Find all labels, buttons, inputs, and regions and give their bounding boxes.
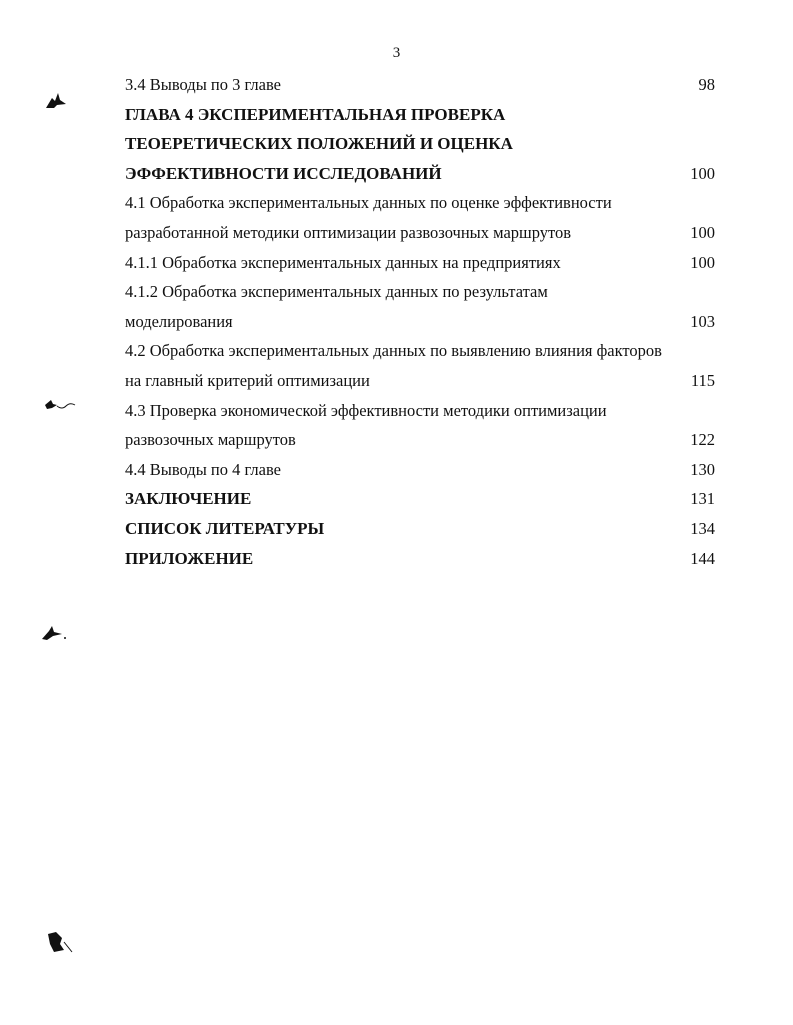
toc-entry bbox=[125, 70, 715, 100]
toc-entry bbox=[125, 218, 715, 248]
toc-entry-page: 100 bbox=[690, 163, 715, 183]
scan-mark bbox=[44, 92, 68, 110]
toc-entry-text: ТЕОЕРЕТИЧЕСКИХ ПОЛОЖЕНИЙ И ОЦЕНКА bbox=[125, 134, 513, 154]
toc-entry-page: 100 bbox=[690, 222, 715, 242]
toc-entry bbox=[125, 544, 715, 574]
toc-entry-page: 122 bbox=[690, 430, 715, 450]
toc-entry-page: 131 bbox=[690, 489, 715, 509]
toc-entry bbox=[125, 484, 715, 514]
toc-entry bbox=[125, 277, 715, 307]
toc-entry-page: 134 bbox=[690, 518, 715, 538]
toc-entry bbox=[125, 129, 715, 159]
toc-entry-page: 103 bbox=[690, 311, 715, 331]
toc-entry-text: ПРИЛОЖЕНИЕ bbox=[125, 548, 254, 568]
toc-entry bbox=[125, 514, 715, 544]
toc-entry-text: ГЛАВА 4 ЭКСПЕРИМЕНТАЛЬНАЯ ПРОВЕРКА bbox=[125, 104, 506, 124]
toc-entry bbox=[125, 159, 715, 189]
toc-entry-text: разработанной методики оптимизации развозочных маршрутов bbox=[125, 222, 572, 242]
toc-entry bbox=[125, 188, 715, 218]
page-number: 3 bbox=[392, 45, 401, 61]
toc-entry-text: развозочных маршрутов bbox=[125, 430, 296, 450]
toc-entry-text: 3.4 Выводы по 3 главе bbox=[125, 75, 281, 94]
toc-entry-text: 4.4 Выводы по 4 главе bbox=[125, 459, 281, 479]
toc-entry bbox=[125, 336, 715, 366]
toc-entry-text: 4.3 Проверка экономической эффективности методики оптимизации bbox=[125, 400, 607, 420]
toc-entry bbox=[125, 396, 715, 426]
toc-entry-page: 100 bbox=[690, 252, 715, 272]
toc-entry bbox=[125, 366, 715, 396]
toc-entry-page: 115 bbox=[690, 370, 715, 390]
toc-entry-page: 98 bbox=[698, 75, 715, 94]
toc-entry bbox=[125, 455, 715, 485]
toc-entry-text: 4.1.2 Обработка экспериментальных данных по результатам bbox=[125, 282, 548, 302]
toc-entry-text: моделирования bbox=[125, 311, 233, 331]
toc-entry bbox=[125, 100, 715, 130]
toc-entry bbox=[125, 248, 715, 278]
scan-mark bbox=[46, 930, 74, 954]
toc-entry-page: 130 bbox=[690, 459, 715, 479]
toc-entry bbox=[125, 425, 715, 455]
toc-entry-page: 144 bbox=[690, 548, 715, 568]
toc-entry-text: ЭФФЕКТИВНОСТИ ИССЛЕДОВАНИЙ bbox=[125, 163, 442, 183]
scan-mark bbox=[44, 398, 76, 412]
scan-mark bbox=[40, 624, 68, 642]
toc-entry-text: 4.1.1 Обработка экспериментальных данных на предприятиях bbox=[125, 252, 561, 272]
toc-entry bbox=[125, 307, 715, 337]
toc-entry-text: 4.2 Обработка экспериментальных данных по выявлению влияния факторов bbox=[125, 341, 662, 361]
toc-entry-text: ЗАКЛЮЧЕНИЕ bbox=[125, 489, 252, 509]
toc-entry-text: на главный критерий оптимизации bbox=[125, 370, 370, 390]
toc-entry-text: СПИСОК ЛИТЕРАТУРЫ bbox=[125, 518, 325, 538]
table-of-contents bbox=[125, 70, 715, 573]
toc-entry-text: 4.1 Обработка экспериментальных данных по оценке эффективности bbox=[125, 193, 612, 213]
